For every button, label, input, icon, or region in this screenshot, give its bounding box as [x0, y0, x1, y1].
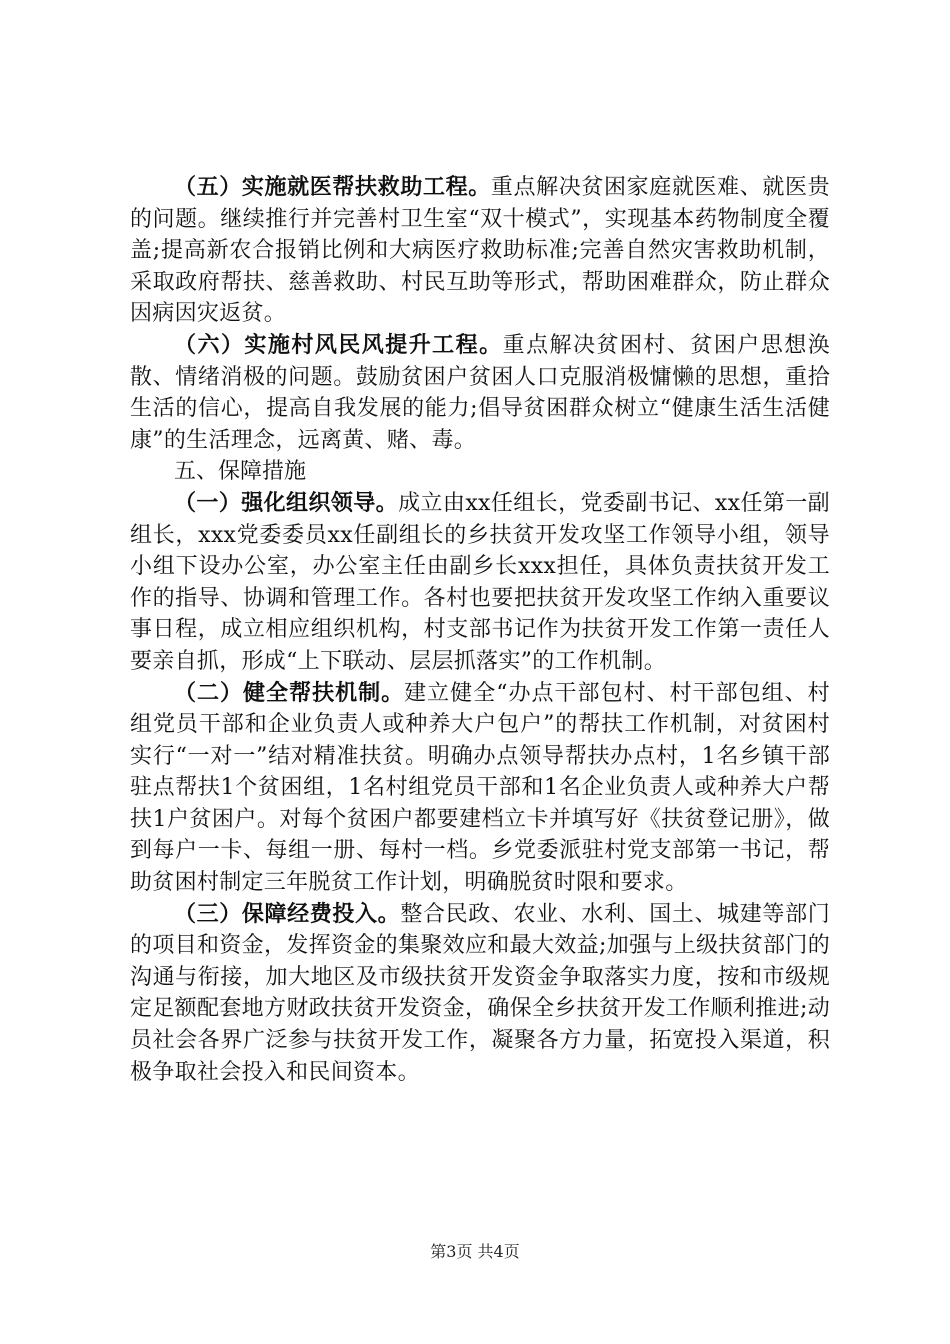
- paragraph-text: 重点解决贫困家庭就医难、就医贵的问题。继续推行并完善村卫生室“双十模式”，实现基本药物制度全覆盖;提高新农合报销比例和大病医疗救助标准;完善自然灾害救助机制，采取政府帮扶、慈善救助、村民互助等形式，帮助困难群众，防止群众因病因灾返贫。: [130, 175, 830, 327]
- page-number-footer: 第3页 共4页: [430, 1242, 520, 1261]
- paragraph-organization: [130, 488, 830, 678]
- paragraph-text: 重点解决贫困村、贫困户思想涣散、情绪消极的问题。鼓励贫困户贫困人口克服消极慵懒的思想，重拾生活的信心，提高自我发展的能力;倡导贫困群众树立“健康生活生活健康”的生活理念，远离黄、赌、毒。: [130, 332, 831, 453]
- paragraph-heading: （二）健全帮扶机制。: [174, 679, 405, 706]
- paragraph-assistance-mechanism: [130, 678, 830, 899]
- paragraph-heading: （六）实施村风民风提升工程。: [174, 331, 503, 358]
- paragraph-heading: （一）强化组织领导。: [174, 489, 399, 516]
- paragraph-medical-aid: [130, 172, 830, 330]
- paragraph-funding: [130, 899, 830, 1089]
- paragraph-text: 建立健全“办点干部包村、村干部包组、村组党员干部和企业负责人或种养大户包户”的帮扶工作机制，对贫困村实行“一对一”结对精准扶贫。明确办点领导帮扶办点村，1名乡镇干部驻点帮扶1个贫困组，1名村组党员干部和1名企业负责人或种养大户帮扶1户贫困户。对每个贫困户都要建档立卡并填写好《扶贫登记册》，做到每户一卡、每组一册、每村一档。乡党委派驻村党支部第一书记，帮助贫困村制定三年脱贫工作计划，明确脱贫时限和要求。: [130, 680, 830, 896]
- paragraph-heading: （三）保障经费投入。: [174, 900, 401, 927]
- paragraph-text: 整合民政、农业、水利、国土、城建等部门的项目和资金，发挥资金的集聚效应和最大效益;加强与上级扶贫部门的沟通与衔接，加大地区及市级扶贫开发资金争取落实力度，按和市级规定足额配套地方财政扶贫开发资金，确保全乡扶贫开发工作顺利推进;动员社会各界广泛参与扶贫开发工作，凝聚各方力量，拓宽投入渠道，积极争取社会投入和民间资本。: [130, 901, 830, 1085]
- document-body: [130, 172, 830, 1088]
- paragraph-heading: （五）实施就医帮扶救助工程。: [174, 174, 491, 200]
- paragraph-text: 成立由xx任组长，党委副书记、xx任第一副组长，xxx党委委员xx任副组长的乡扶贫开发攻坚工作领导小组，领导小组下设办公室，办公室主任由副乡长xxx担任，具体负责扶贫开发工作的指导、协调和管理工作。各村也要把扶贫开发攻坚工作纳入重要议事日程，成立相应组织机构，村支部书记作为扶贫开发工作第一责任人要亲自抓，形成“上下联动、层层抓落实”的工作机制。: [130, 490, 830, 674]
- paragraph-village-customs: [130, 330, 830, 456]
- section-title: 五、保障措施: [174, 459, 307, 485]
